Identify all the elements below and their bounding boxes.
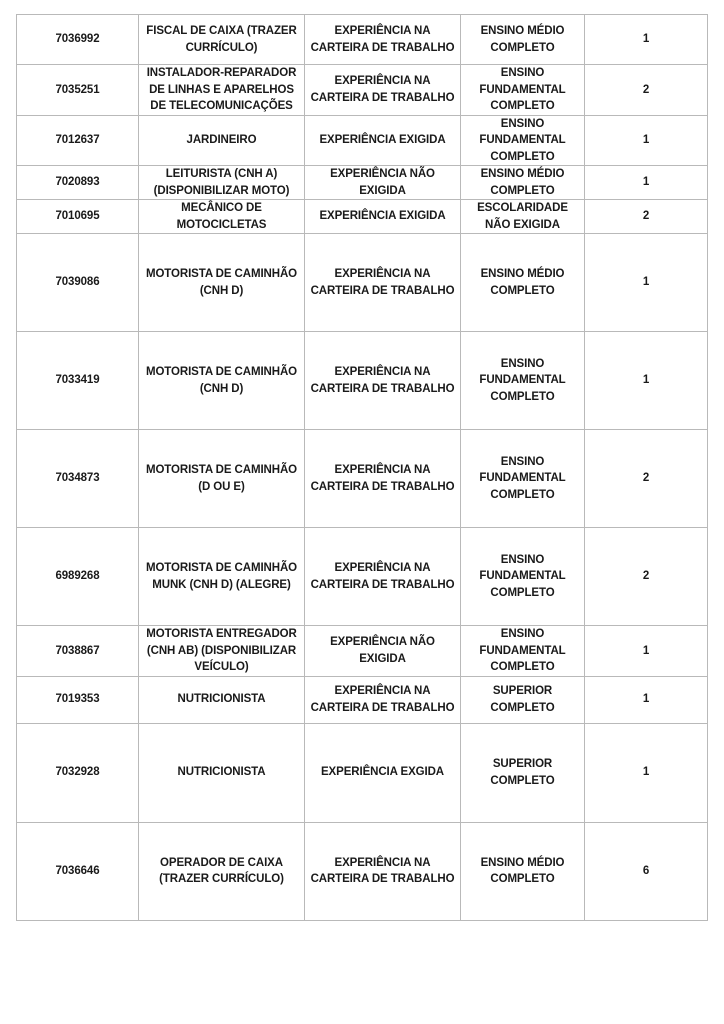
experience-requirement-cell: EXPERIÊNCIA NA CARTEIRA DE TRABALHO xyxy=(305,15,461,65)
vacancy-quantity-cell: 1 xyxy=(585,234,708,332)
vacancy-quantity-cell: 1 xyxy=(585,15,708,65)
experience-requirement-cell: EXPERIÊNCIA EXIGIDA xyxy=(305,200,461,234)
table-row xyxy=(17,115,708,166)
vacancy-quantity-cell: 2 xyxy=(585,200,708,234)
vacancies-table xyxy=(16,14,708,921)
vacancy-code-cell: 7038867 xyxy=(17,626,139,677)
occupation-cell: MOTORISTA DE CAMINHÃO (CNH D) xyxy=(139,332,305,430)
vacancy-quantity-cell: 1 xyxy=(585,676,708,723)
occupation-cell: MECÂNICO DE MOTOCICLETAS xyxy=(139,200,305,234)
vacancy-code-cell: 6989268 xyxy=(17,528,139,626)
experience-requirement-cell: EXPERIÊNCIA NA CARTEIRA DE TRABALHO xyxy=(305,822,461,920)
occupation-cell: OPERADOR DE CAIXA (TRAZER CURRÍCULO) xyxy=(139,822,305,920)
table-row xyxy=(17,200,708,234)
vacancy-code-cell: 7010695 xyxy=(17,200,139,234)
occupation-cell: NUTRICIONISTA xyxy=(139,676,305,723)
education-requirement-cell: SUPERIOR COMPLETO xyxy=(461,676,585,723)
education-requirement-cell: ENSINO FUNDAMENTAL COMPLETO xyxy=(461,528,585,626)
vacancy-code-cell: 7020893 xyxy=(17,166,139,200)
vacancy-code-cell: 7034873 xyxy=(17,430,139,528)
table-row xyxy=(17,676,708,723)
education-requirement-cell: ENSINO FUNDAMENTAL COMPLETO xyxy=(461,65,585,116)
table-row xyxy=(17,332,708,430)
vacancy-quantity-cell: 1 xyxy=(585,166,708,200)
vacancy-quantity-cell: 2 xyxy=(585,430,708,528)
vacancy-code-cell: 7036646 xyxy=(17,822,139,920)
education-requirement-cell: ENSINO FUNDAMENTAL COMPLETO xyxy=(461,332,585,430)
vacancy-quantity-cell: 6 xyxy=(585,822,708,920)
experience-requirement-cell: EXPERIÊNCIA NA CARTEIRA DE TRABALHO xyxy=(305,65,461,116)
table-row xyxy=(17,166,708,200)
table-row xyxy=(17,723,708,822)
experience-requirement-cell: EXPERIÊNCIA EXGIDA xyxy=(305,723,461,822)
vacancies-table-body xyxy=(17,15,708,921)
occupation-cell: FISCAL DE CAIXA (TRAZER CURRÍCULO) xyxy=(139,15,305,65)
table-row xyxy=(17,234,708,332)
education-requirement-cell: ENSINO FUNDAMENTAL COMPLETO xyxy=(461,626,585,677)
experience-requirement-cell: EXPERIÊNCIA NA CARTEIRA DE TRABALHO xyxy=(305,234,461,332)
vacancy-code-cell: 7019353 xyxy=(17,676,139,723)
occupation-cell: MOTORISTA ENTREGADOR (CNH AB) (DISPONIBILIZAR VEÍCULO) xyxy=(139,626,305,677)
experience-requirement-cell: EXPERIÊNCIA NA CARTEIRA DE TRABALHO xyxy=(305,430,461,528)
vacancy-code-cell: 7036992 xyxy=(17,15,139,65)
table-row xyxy=(17,626,708,677)
table-row xyxy=(17,430,708,528)
occupation-cell: NUTRICIONISTA xyxy=(139,723,305,822)
occupation-cell: MOTORISTA DE CAMINHÃO (D OU E) xyxy=(139,430,305,528)
vacancy-quantity-cell: 2 xyxy=(585,65,708,116)
education-requirement-cell: ENSINO MÉDIO COMPLETO xyxy=(461,234,585,332)
occupation-cell: MOTORISTA DE CAMINHÃO MUNK (CNH D) (ALEGRE) xyxy=(139,528,305,626)
table-row xyxy=(17,15,708,65)
education-requirement-cell: ENSINO FUNDAMENTAL COMPLETO xyxy=(461,430,585,528)
vacancy-quantity-cell: 1 xyxy=(585,723,708,822)
education-requirement-cell: ENSINO FUNDAMENTAL COMPLETO xyxy=(461,115,585,166)
table-row xyxy=(17,65,708,116)
occupation-cell: LEITURISTA (CNH A) (DISPONIBILIZAR MOTO) xyxy=(139,166,305,200)
vacancy-quantity-cell: 1 xyxy=(585,626,708,677)
experience-requirement-cell: EXPERIÊNCIA NÃO EXIGIDA xyxy=(305,166,461,200)
experience-requirement-cell: EXPERIÊNCIA NA CARTEIRA DE TRABALHO xyxy=(305,528,461,626)
vacancy-code-cell: 7032928 xyxy=(17,723,139,822)
experience-requirement-cell: EXPERIÊNCIA NÃO EXIGIDA xyxy=(305,626,461,677)
experience-requirement-cell: EXPERIÊNCIA NA CARTEIRA DE TRABALHO xyxy=(305,332,461,430)
vacancy-quantity-cell: 1 xyxy=(585,332,708,430)
education-requirement-cell: ESCOLARIDADE NÃO EXIGIDA xyxy=(461,200,585,234)
vacancy-code-cell: 7033419 xyxy=(17,332,139,430)
occupation-cell: MOTORISTA DE CAMINHÃO (CNH D) xyxy=(139,234,305,332)
occupation-cell: JARDINEIRO xyxy=(139,115,305,166)
occupation-cell: INSTALADOR-REPARADOR DE LINHAS E APARELHOS DE TELECOMUNICAÇÕES xyxy=(139,65,305,116)
table-row xyxy=(17,528,708,626)
vacancy-quantity-cell: 2 xyxy=(585,528,708,626)
vacancy-code-cell: 7039086 xyxy=(17,234,139,332)
vacancy-quantity-cell: 1 xyxy=(585,115,708,166)
experience-requirement-cell: EXPERIÊNCIA NA CARTEIRA DE TRABALHO xyxy=(305,676,461,723)
vacancy-code-cell: 7012637 xyxy=(17,115,139,166)
table-row xyxy=(17,822,708,920)
vacancy-code-cell: 7035251 xyxy=(17,65,139,116)
education-requirement-cell: ENSINO MÉDIO COMPLETO xyxy=(461,15,585,65)
education-requirement-cell: SUPERIOR COMPLETO xyxy=(461,723,585,822)
education-requirement-cell: ENSINO MÉDIO COMPLETO xyxy=(461,166,585,200)
experience-requirement-cell: EXPERIÊNCIA EXIGIDA xyxy=(305,115,461,166)
education-requirement-cell: ENSINO MÉDIO COMPLETO xyxy=(461,822,585,920)
